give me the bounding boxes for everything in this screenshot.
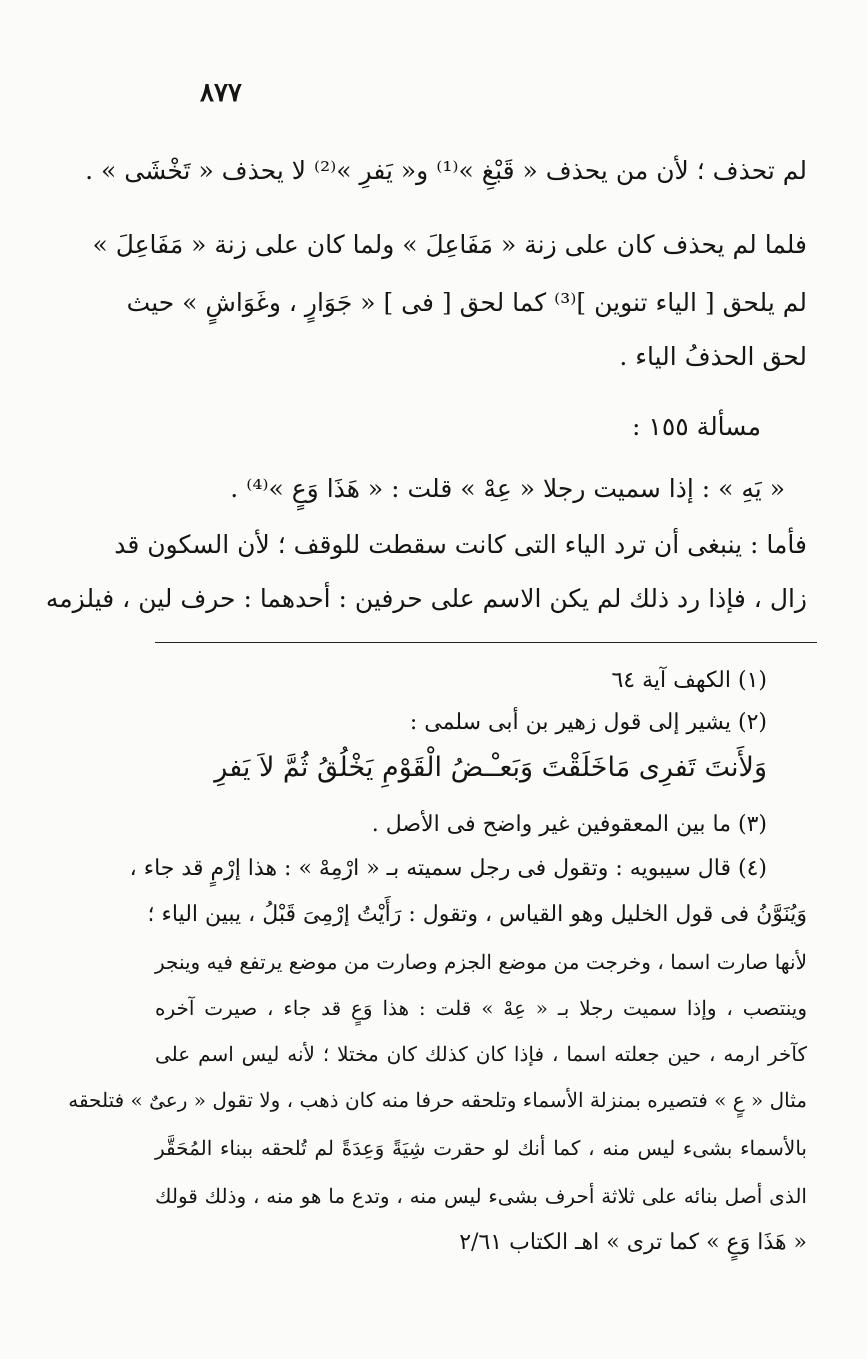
body-line: فأما : ينبغى أن ترد الياء التى كانت سقطت للوقف ؛ لأن السكون قد [114, 530, 807, 559]
footnotes [68, 664, 807, 1304]
body-line: لم يلحق [ الياء تنوين ]⁽³⁾ كما لحق [ فى ] « جَوَارٍ ، وغَوَاشٍ » حيث [126, 288, 807, 317]
page-number: ٨٧٧ [200, 78, 242, 108]
footnote-line: بالأسماء بشىء ليس منه ، كما أنك لو حقرت شِيَةً وَعِدَةً لم تُلحقه ببناء المُحَقَّر [155, 1136, 807, 1160]
footnote-line: لأنها صارت اسما ، وخرجت من موضع الجزم وصارت من موضع يرتفع فيه وينجر [155, 950, 807, 974]
body-line: لحق الحذفُ الياء . [619, 342, 807, 371]
footnote-line: كآخر ارمه ، حين جعلته اسما ، فإذا كان كذلك كان مختلا ؛ لأنه ليس اسم على [155, 1042, 807, 1066]
footnote-line: مثال « عٍ » فتصيره بمنزلة الأسماء وتلحقه حرفا منه كان ذهب ، ولا تقول « رعىٌ » فتلحقه [68, 1088, 807, 1112]
footnote-line: وينتصب ، وإذا سميت رجلا بـ « عِهْ » قلت : هذا وَعٍ قد جاء ، صيرت آخره [155, 996, 807, 1020]
footnote-line: « هَذَا وَعٍ » كما ترى » اهـ الكتاب ٢/٦١ [459, 1230, 807, 1255]
footnote-line: (٣) ما بين المعقوفين غير واضح فى الأصل . [371, 812, 767, 837]
footnote-line: (٢) يشير إلى قول زهير بن أبى سلمى : [409, 710, 767, 735]
section-heading: مسألة ١٥٥ : [632, 412, 761, 441]
footnote-divider [155, 642, 817, 643]
footnote-verse: وَلأَنتَ تَفرِى مَاخَلَقْتَ وَبَعـْـضُ الْقَوْمِ يَخْلُقُ ثُمَّ لاَ يَفرِ [214, 752, 767, 783]
body-line: لم تحذف ؛ لأن من يحذف « قَبْغِ »⁽¹⁾ و« يَفرِ »⁽²⁾ لا يحذف « تَخْشَى » . [85, 156, 807, 185]
body-text [45, 150, 807, 620]
footnote-line: وَيُنَوَّنُ فى قول الخليل وهو القياس ، وتقول : رَأَيْتُ إرْمِىَ قَبْلُ ، يبين الياء ؛ [147, 902, 807, 927]
footnote-line: (١) الكهف آية ٦٤ [611, 668, 767, 693]
body-line: « يَهِ » : إذا سميت رجلا « عِهْ » قلت : « هَذَا وَعٍ »⁽⁴⁾ . [230, 474, 785, 503]
body-line: زال ، فإذا رد ذلك لم يكن الاسم على حرفين : أحدهما : حرف لين ، فيلزمه [45, 584, 807, 613]
body-line: فلما لم يحذف كان على زنة « مَفَاعِلَ » ولما كان على زنة « مَفَاعِلَ » [92, 230, 807, 259]
footnote-line: (٤) قال سيبويه : وتقول فى رجل سميته بـ « ارْمِهْ » : هذا إرْمٍ قد جاء ، [129, 856, 767, 881]
footnote-line: الذى أصل بنائه على ثلاثة أحرف بشىء ليس منه ، وتدع ما هو منه ، وذلك قولك [155, 1184, 807, 1208]
